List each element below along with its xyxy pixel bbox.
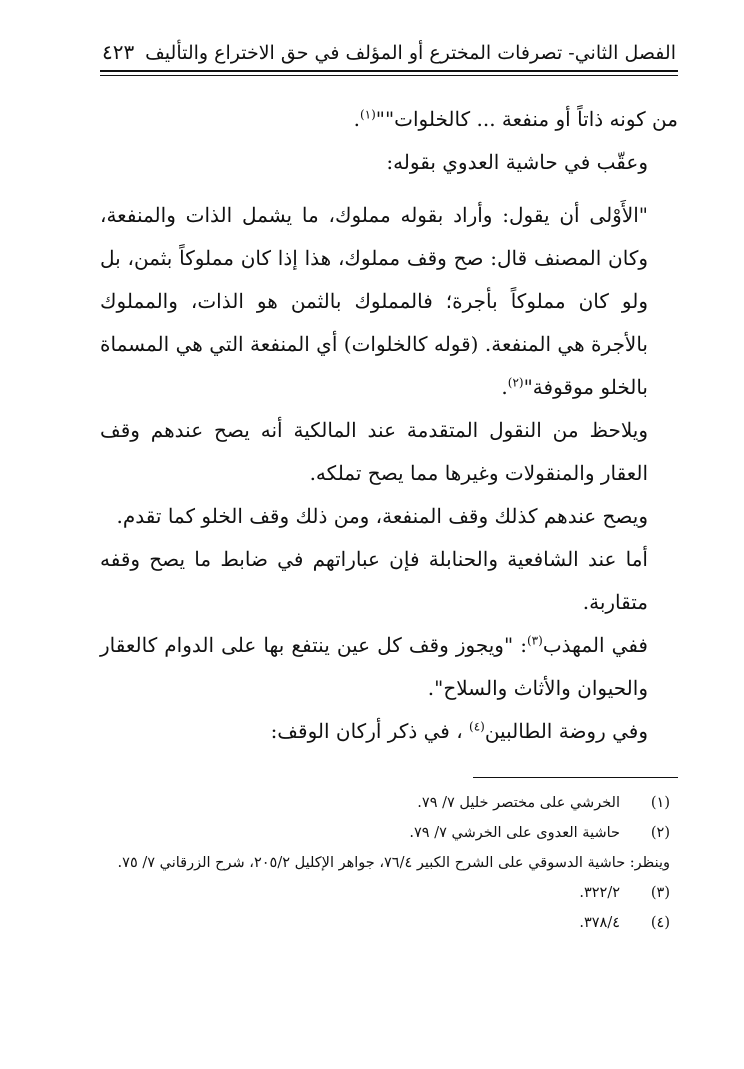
footnote-number: (٣) [650,885,670,901]
paragraph-1-end: . [353,107,360,131]
paragraph-5: ويصح عندهم كذلك وقف المنفعة، ومن ذلك وقف الخلو كما تقدم. [116,504,648,528]
footnote-text: الخرشي على مختصر خليل ٧/ ٧٩. [417,795,620,811]
footnote-1 [100,788,678,818]
page-number: ٤٢٣ [102,40,135,64]
footnote-3 [100,878,678,908]
paragraph-8-text-a: وفي روضة الطالبين [484,719,648,743]
footnote-number: (٤) [650,915,670,931]
footnote-number: (٢) [650,825,670,841]
paragraph-7 [100,624,678,710]
footnote-text: ٣٢٢/٢. [579,885,620,901]
footnote-ref-2: (٢) [507,375,524,390]
paragraph-8-text-b: ، في ذكر أركان الوقف: [270,719,469,743]
running-header [100,40,678,70]
paragraph-3-text: "الأَوْلى أن يقول: وأراد بقوله مملوك، ما يشمل الذات والمنفعة، وكان المصنف قال: صح وقف مملوك، هذا إذا كان مملوكاً بثمن، بل ولو كان مملوكاً بأجرة؛ فالمملوك بالثمن هو الذات، والمملوك بالأجرة هي المنفعة. (قوله كالخلوات) أي المنفعة التي هي المسماة بالخلو موقوفة" [100,203,648,399]
chapter-title: الفصل الثاني- تصرفات المخترع أو المؤلف في حق الاختراع والتأليف [145,42,676,64]
footnote-separator [473,777,678,778]
footnote-2 [100,818,678,848]
book-page [100,40,678,938]
paragraph-7-text-a: ففي المهذب [542,633,648,657]
header-rule [100,70,678,76]
paragraph-6: أما عند الشافعية والحنابلة فإن عباراتهم في ضابط ما يصح وقفه متقاربة. [100,547,648,614]
main-text [100,98,678,753]
footnote-number: (١) [650,795,670,811]
paragraph-1 [100,98,678,141]
footnotes [100,788,678,938]
footnote-text: ٣٧٨/٤. [579,915,620,931]
footnote-ref-3: (٣) [526,633,543,648]
paragraph-7-text-b: : "ويجوز وقف كل عين ينتفع بها على الدوام كالعقار والحيوان والأثاث والسلاح". [100,633,648,700]
paragraph-3 [100,194,678,409]
paragraph-1-text: من كونه ذاتاً أو منفعة ... كالخلوات"" [375,107,678,131]
footnote-4 [100,908,678,938]
footnote-text: حاشية العدوى على الخرشي ٧/ ٧٩. [409,825,620,841]
footnote-ref-4: (٤) [469,719,485,734]
paragraph-8 [100,710,678,753]
paragraph-2: وعقّب في حاشية العدوي بقوله: [386,150,648,174]
paragraph-3-end: . [501,375,508,399]
footnote-2-continuation: وينظر: حاشية الدسوقي على الشرح الكبير ٧٦/٤، جواهر الإكليل ٢٠٥/٢، شرح الزرقاني ٧/ ٧٥. [117,855,670,871]
paragraph-4: ويلاحظ من النقول المتقدمة عند المالكية أنه يصح عندهم وقف العقار والمنقولات وغيرها مما يصح تملكه. [100,418,648,485]
footnote-ref-1: (١) [359,107,376,122]
